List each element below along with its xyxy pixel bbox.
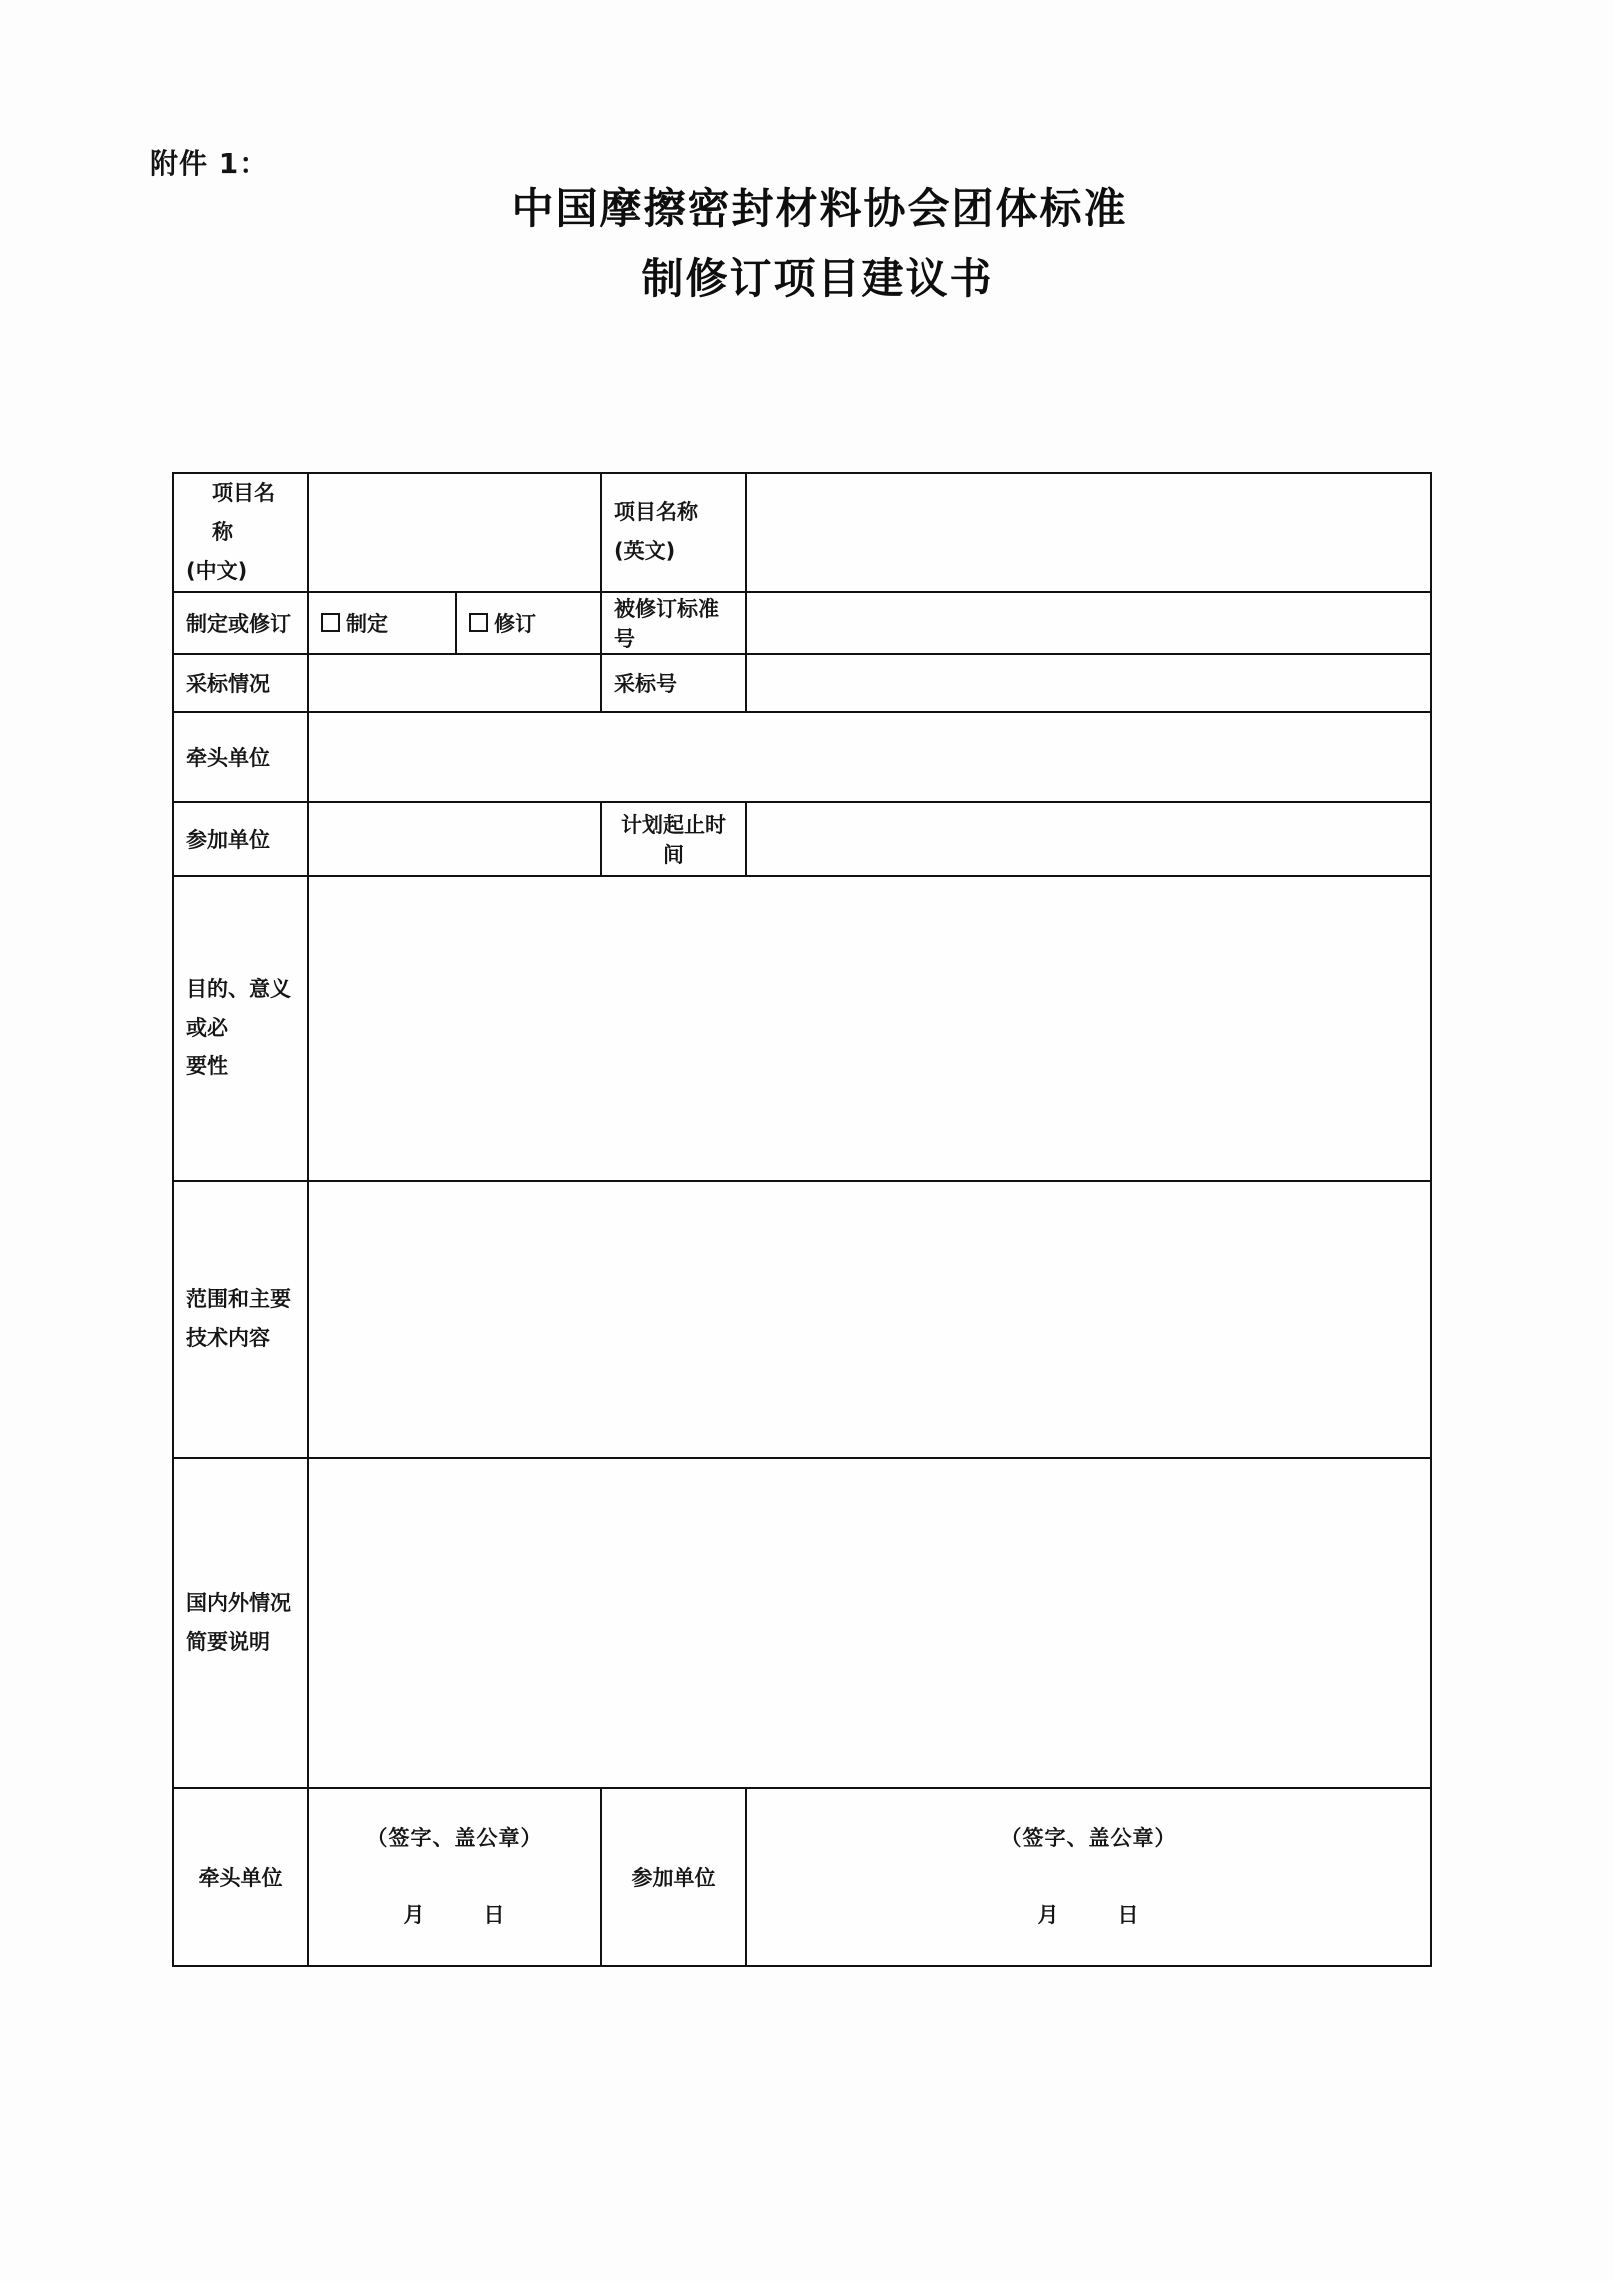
- field-adoption-status[interactable]: [308, 654, 601, 712]
- field-situation[interactable]: [308, 1458, 1431, 1788]
- table-row-type: [173, 592, 1431, 654]
- label-purpose-line-2: 要性: [186, 1054, 228, 1079]
- table-row-scope: [173, 1181, 1431, 1458]
- table-row-adoption: [173, 654, 1431, 712]
- label-standard-type: 制定或修订: [173, 592, 308, 654]
- document-title: [0, 182, 1613, 306]
- signature-note-lead: （签字、盖公章）: [366, 1825, 543, 1850]
- label-situation-line-2: 简要说明: [186, 1629, 270, 1654]
- signature-date-lead: [321, 1902, 588, 1927]
- label-schedule: 计划起止时间: [601, 802, 746, 876]
- signature-date-participating-day: 日: [1117, 1902, 1140, 1927]
- attachment-label: 附件 1：: [150, 147, 269, 180]
- label-purpose: [173, 876, 308, 1181]
- checkbox-option-revise[interactable]: [456, 592, 601, 654]
- table-row-signatures: [173, 1788, 1431, 1966]
- checkbox-icon-revise[interactable]: [469, 613, 488, 632]
- signature-date-lead-month: 月: [403, 1902, 426, 1927]
- field-revised-standard-no[interactable]: [746, 592, 1431, 654]
- label-situation-line-1: 国内外情况: [186, 1590, 291, 1615]
- label-signature-participating-unit: 参加单位: [601, 1788, 746, 1966]
- signature-block-lead[interactable]: [308, 1788, 601, 1966]
- table-row-lead-unit: [173, 712, 1431, 802]
- field-schedule[interactable]: [746, 802, 1431, 876]
- field-project-name-en[interactable]: [746, 473, 1431, 592]
- label-lead-unit: 牵头单位: [173, 712, 308, 802]
- table-row-participating-unit: [173, 802, 1431, 876]
- checkbox-label-new: 制定: [346, 611, 388, 636]
- label-project-name-cn-main: 项目名称: [212, 481, 275, 544]
- field-adoption-number[interactable]: [746, 654, 1431, 712]
- label-adoption-number: 采标号: [601, 654, 746, 712]
- table-row-purpose: [173, 876, 1431, 1181]
- table-row-project-name: [173, 473, 1431, 592]
- label-purpose-line-1: 目的、意义或必: [186, 976, 291, 1040]
- field-project-name-cn[interactable]: [308, 473, 601, 592]
- checkbox-label-revise: 修订: [494, 611, 536, 636]
- title-line-1: 中国摩擦密封材料协会团体标准: [511, 184, 1128, 233]
- label-situation: [173, 1458, 308, 1788]
- signature-date-lead-day: 日: [483, 1902, 506, 1927]
- label-project-name-cn-sub: (中文): [186, 558, 248, 583]
- table-row-situation: [173, 1458, 1431, 1788]
- title-line-2: 制修订项目建议书: [641, 253, 994, 303]
- signature-block-participating[interactable]: [746, 1788, 1431, 1966]
- label-project-name-en-main: 项目名称: [614, 500, 698, 525]
- label-scope-line-1: 范围和主要: [186, 1287, 291, 1312]
- label-revised-standard-no: 被修订标准号: [601, 592, 746, 654]
- signature-note-participating: （签字、盖公章）: [1000, 1825, 1177, 1850]
- field-purpose[interactable]: [308, 876, 1431, 1181]
- label-project-name-en: [601, 473, 746, 592]
- field-participating-unit[interactable]: [308, 802, 601, 876]
- label-adoption-status: 采标情况: [173, 654, 308, 712]
- field-lead-unit[interactable]: [308, 712, 1431, 802]
- signature-date-participating-month: 月: [1037, 1902, 1060, 1927]
- label-scope: [173, 1181, 308, 1458]
- checkbox-icon-new[interactable]: [321, 613, 340, 632]
- label-participating-unit: 参加单位: [173, 802, 308, 876]
- label-signature-lead-unit: 牵头单位: [173, 1788, 308, 1966]
- proposal-form-table: [172, 472, 1432, 1967]
- label-scope-line-2: 技术内容: [186, 1326, 270, 1351]
- signature-date-participating: [759, 1902, 1418, 1927]
- checkbox-option-new[interactable]: [308, 592, 456, 654]
- label-project-name-cn: [173, 473, 308, 592]
- label-project-name-en-sub: (英文): [614, 539, 676, 564]
- field-scope[interactable]: [308, 1181, 1431, 1458]
